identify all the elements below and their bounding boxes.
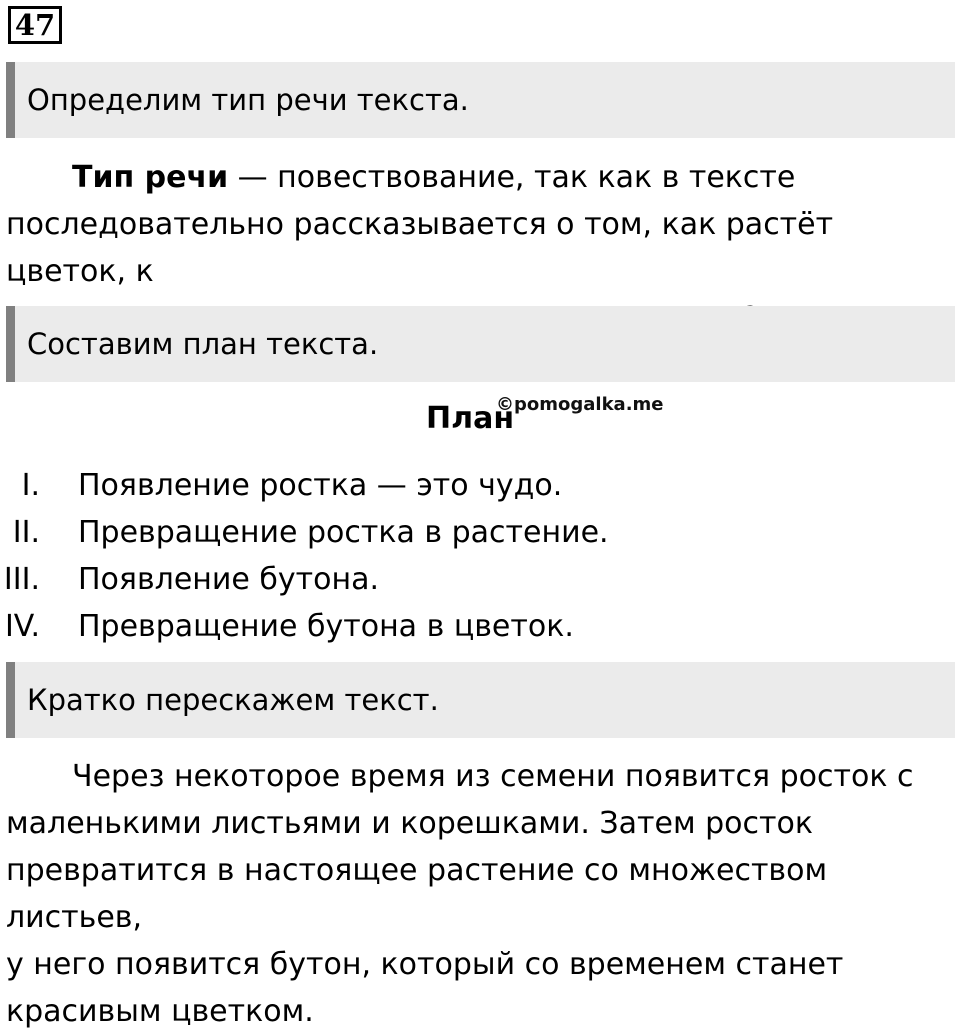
section-header-speech-type	[6, 62, 955, 138]
plan-item	[0, 603, 960, 650]
retelling-line-3: превратится в настоящее растение со множеством листьев,	[6, 853, 828, 935]
section-header-text: Составим план текста.	[27, 327, 379, 361]
plan-item-number: II.	[12, 515, 40, 550]
plan-item	[0, 556, 960, 603]
plan-item-number: I.	[21, 468, 40, 503]
retelling-line-5: красивым цветком.	[6, 994, 314, 1029]
speech-type-line-2: последовательно рассказывается о том, как растёт цветок, к	[6, 207, 834, 289]
retelling-line-2: маленькими листьями и корешками. Затем росток	[6, 806, 813, 841]
plan-title: План	[426, 401, 515, 436]
plan-item	[0, 462, 960, 509]
retelling-text-1: Через некоторое время из семени появится росток с	[72, 759, 914, 794]
plan-item	[0, 509, 960, 556]
plan-item-text: Превращение ростка в растение.	[78, 515, 609, 550]
plan-item-number: III.	[3, 562, 40, 597]
speech-type-text-1: — повествование, так как в тексте	[228, 160, 796, 195]
section-header-plan	[6, 306, 955, 382]
section-header-text: Кратко перескажем текст.	[27, 683, 439, 717]
speech-type-term: Тип речи	[72, 160, 229, 195]
retelling-line-1	[6, 753, 956, 800]
speech-type-line-1	[6, 154, 956, 201]
plan-item-text: Появление бутона.	[78, 562, 379, 597]
watermark: ©pomogalka.me	[496, 394, 664, 415]
plan-item-text: Превращение бутона в цветок.	[78, 609, 574, 644]
task-number-badge	[8, 6, 62, 44]
plan-item-text: Появление ростка — это чудо.	[78, 468, 563, 503]
plan-item-number: IV.	[4, 609, 40, 644]
task-number: 47	[14, 7, 56, 42]
retelling-line-4: у него появится бутон, который со временем станет	[6, 947, 844, 982]
section-header-retell	[6, 662, 955, 738]
plan-list	[0, 462, 960, 650]
retelling-paragraph	[6, 753, 956, 1035]
section-header-text: Определим тип речи текста.	[27, 83, 469, 117]
